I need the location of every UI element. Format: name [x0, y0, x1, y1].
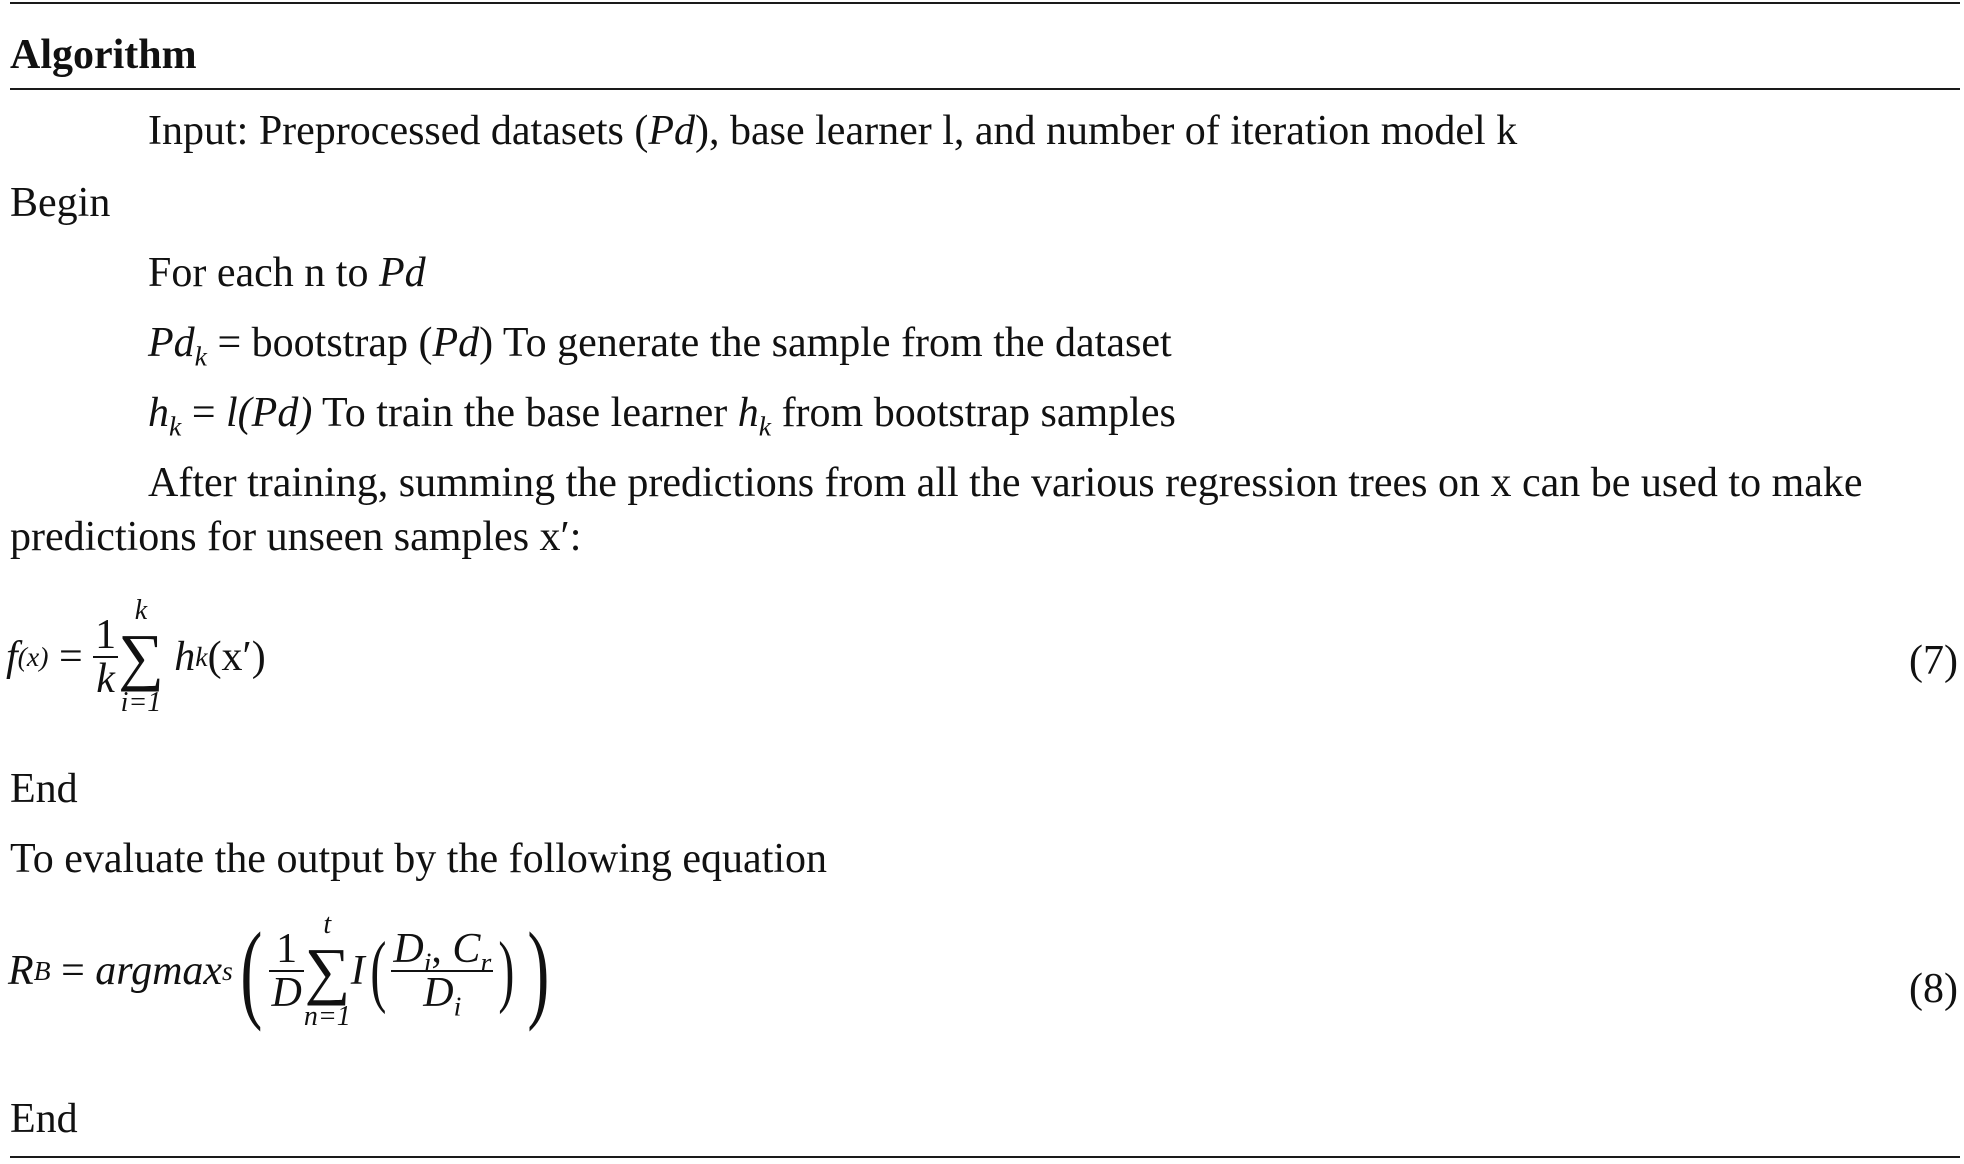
- train-l: l: [226, 390, 238, 436]
- eq8-argmax-sub: s: [222, 955, 233, 987]
- eq7-frac-den: k: [93, 656, 118, 700]
- eq8-frac-den: D: [271, 970, 302, 1017]
- evaluate-line: To evaluate the output by the following equation: [10, 836, 828, 882]
- eq8-close-paren-outer: ): [527, 910, 550, 1033]
- train-line: [148, 390, 1176, 442]
- eq8-sum-top: t: [323, 909, 332, 940]
- eq8-open-paren-outer: (: [240, 910, 263, 1033]
- eq8-inner-den-d-sub: i: [453, 990, 462, 1022]
- eq7-equals: =: [48, 634, 94, 681]
- input-suffix: ), base learner l, and number of iteration model k: [695, 108, 1518, 154]
- eq8-inner-num-c-sub: r: [480, 946, 492, 978]
- for-each-pd: Pd: [378, 250, 426, 296]
- heading-rule: [10, 88, 1960, 90]
- eq8-r-sub: B: [33, 955, 51, 987]
- train-desc2: from bootstrap samples: [771, 390, 1176, 436]
- eq8-inner-num-sep: ,: [431, 926, 453, 973]
- eq8-frac-num: 1: [276, 926, 298, 973]
- for-each-text: For each n to: [148, 250, 379, 296]
- eq8-open-paren-inner: (: [370, 927, 387, 1016]
- eq7-fraction: [93, 612, 118, 703]
- end-keyword-1: End: [10, 766, 78, 812]
- input-prefix: Input: Preprocessed datasets (: [148, 108, 649, 154]
- algorithm-heading: Algorithm: [10, 32, 197, 78]
- bootstrap-line: [148, 320, 1172, 372]
- paragraph-line-1: After training, summing the predictions from all the various regression trees on x can be used to make: [148, 460, 1863, 506]
- train-h: h: [148, 390, 169, 436]
- eq8-argmax: argmax: [95, 948, 223, 995]
- eq8-r: R: [8, 948, 34, 995]
- eq8-inner-num: [391, 926, 493, 978]
- eq8-sum-bottom: n=1: [303, 1000, 351, 1032]
- train-h-sub: k: [169, 410, 182, 442]
- eq8-summation: [304, 910, 351, 1032]
- eq7-frac-num: 1: [95, 612, 117, 659]
- eq7-summation: [118, 596, 164, 718]
- eq7-sigma: ∑: [118, 620, 164, 692]
- eq8-indicator: I: [350, 948, 365, 995]
- train-arg: (Pd): [237, 390, 313, 436]
- eq8-inner-num-d-sub: i: [423, 946, 432, 978]
- equation-8-number: (8): [1909, 966, 1958, 1012]
- bootstrap-desc: To generate the sample from the dataset: [493, 320, 1172, 366]
- eq8-inner-num-c: C: [452, 926, 481, 973]
- bootstrap-arg: Pd: [432, 320, 480, 366]
- train-h2: h: [737, 390, 759, 436]
- eq8-inner-fraction: [391, 926, 493, 1022]
- paragraph-line-2: predictions for unseen samples x′:: [10, 514, 582, 560]
- train-desc: To train the base learner: [312, 390, 738, 436]
- eq7-h-sub: k: [195, 641, 208, 673]
- eq8-inner-den-d: D: [423, 970, 454, 1017]
- eq8-inner-den: [391, 970, 493, 1022]
- eq7-h: h: [174, 634, 196, 681]
- bootstrap-lhs-sub: k: [194, 340, 207, 372]
- eq8-sigma: ∑: [304, 934, 351, 1006]
- bootstrap-eq: = bootstrap (: [206, 320, 433, 366]
- eq8-close-paren-inner: ): [498, 927, 515, 1016]
- eq8-fraction: [269, 926, 303, 1017]
- eq7-arg: (x′): [207, 634, 266, 681]
- train-h2-sub: k: [758, 410, 772, 442]
- equation-7: [6, 596, 266, 718]
- input-line: [148, 110, 1517, 152]
- bootstrap-lhs: Pd: [148, 320, 195, 366]
- bootstrap-close: ): [479, 320, 494, 366]
- train-eq: =: [181, 390, 226, 436]
- equation-8: [8, 910, 557, 1032]
- end-keyword-2: End: [10, 1096, 78, 1142]
- begin-keyword: Begin: [10, 180, 111, 226]
- eq8-inner-num-d: D: [393, 926, 424, 973]
- top-rule: [10, 2, 1960, 4]
- eq7-f-sub: (x): [17, 641, 49, 673]
- eq7-f: f: [6, 634, 18, 681]
- eq7-sum-bottom: i=1: [120, 686, 162, 718]
- eq7-sum-top: k: [134, 595, 148, 626]
- eq8-equals: =: [50, 948, 96, 995]
- equation-7-number: (7): [1909, 638, 1958, 684]
- for-each-line: [148, 252, 426, 294]
- bottom-rule: [10, 1156, 1960, 1158]
- input-pd: Pd: [648, 108, 696, 154]
